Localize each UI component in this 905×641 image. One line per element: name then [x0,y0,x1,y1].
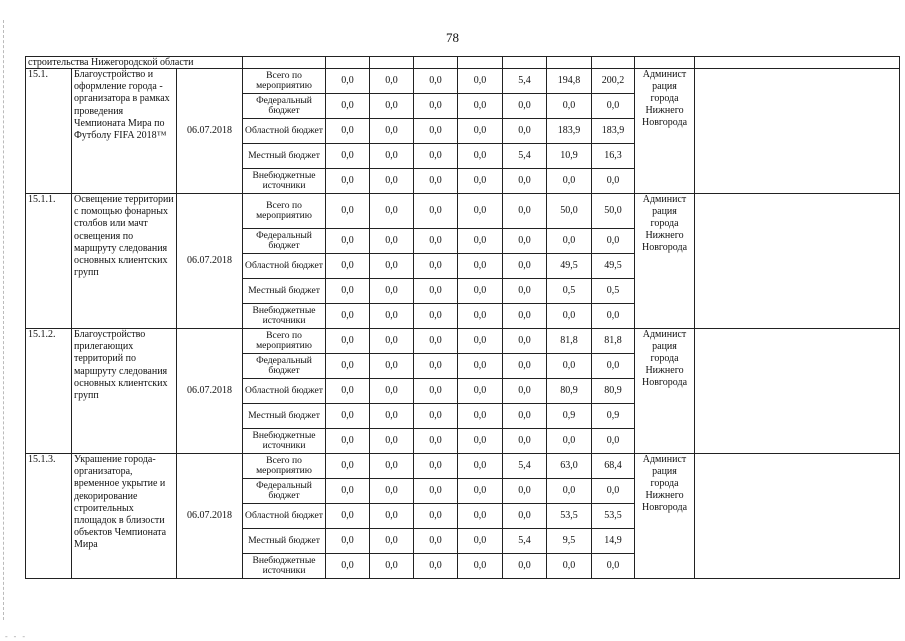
item-name: Благоустройство прилегающих территорий по маршруту следования основных клиентских групп [72,329,177,454]
amount-cell: 0,0 [458,329,503,354]
amount-cell: 0,0 [414,144,458,169]
amount-cell: 68,4 [592,454,635,479]
amount-cell: 5,4 [503,144,547,169]
amount-cell: 0,0 [458,504,503,529]
table-body [26,57,900,579]
empty-cell [370,57,414,69]
empty-cell [547,57,592,69]
amount-cell: 0,0 [458,554,503,579]
funding-source: Областной бюджет [243,119,326,144]
amount-cell: 0,0 [592,94,635,119]
amount-cell: 0,0 [458,304,503,329]
amount-cell: 80,9 [547,379,592,404]
amount-cell: 50,0 [592,194,635,229]
amount-cell: 0,0 [326,229,370,254]
amount-cell: 0,0 [458,94,503,119]
amount-cell: 0,0 [414,119,458,144]
amount-cell: 0,0 [370,169,414,194]
empty-cell [695,69,900,194]
page-number: 78 [446,30,459,45]
amount-cell: 10,9 [547,144,592,169]
amount-cell: 0,0 [503,194,547,229]
empty-cell [414,57,458,69]
amount-cell: 5,4 [503,529,547,554]
empty-cell [695,329,900,454]
amount-cell: 0,0 [326,454,370,479]
funding-source: Областной бюджет [243,504,326,529]
responsible-org: Админист рация города Нижнего Новгорода [635,454,695,579]
amount-cell: 0,0 [592,354,635,379]
funding-source: Всего по мероприятию [243,329,326,354]
amount-cell: 183,9 [547,119,592,144]
funding-source: Федеральный бюджет [243,479,326,504]
amount-cell: 0,0 [458,429,503,454]
amount-cell: 5,4 [503,454,547,479]
amount-cell: 63,0 [547,454,592,479]
amount-cell: 0,0 [458,169,503,194]
table-row [26,69,900,94]
amount-cell: 0,0 [503,354,547,379]
amount-cell: 0,0 [326,479,370,504]
amount-cell: 80,9 [592,379,635,404]
amount-cell: 0,0 [370,429,414,454]
amount-cell: 50,0 [547,194,592,229]
amount-cell: 0,0 [326,504,370,529]
amount-cell: 0,0 [414,379,458,404]
amount-cell: 0,0 [370,94,414,119]
funding-source: Федеральный бюджет [243,354,326,379]
item-name: Благоустройство и оформление города - организатора в рамках проведения Чемпионата Мира по Футболу FIFA 2018™ [72,69,177,194]
amount-cell: 0,0 [326,69,370,94]
funding-source: Местный бюджет [243,144,326,169]
funding-source: Федеральный бюджет [243,229,326,254]
amount-cell: 0,0 [326,379,370,404]
amount-cell: 0,0 [503,94,547,119]
amount-cell: 0,0 [503,304,547,329]
amount-cell: 0,0 [503,119,547,144]
funding-source: Областной бюджет [243,379,326,404]
amount-cell: 0,0 [547,554,592,579]
amount-cell: 0,0 [326,194,370,229]
amount-cell: 0,0 [414,254,458,279]
empty-cell [458,57,503,69]
amount-cell: 0,0 [414,304,458,329]
empty-cell [243,57,326,69]
amount-cell: 0,0 [503,229,547,254]
amount-cell: 0,5 [547,279,592,304]
amount-cell: 0,9 [547,404,592,429]
amount-cell: 0,0 [414,229,458,254]
amount-cell: 81,8 [547,329,592,354]
amount-cell: 0,0 [326,529,370,554]
table-row [26,454,900,479]
amount-cell: 0,0 [370,229,414,254]
amount-cell: 49,5 [592,254,635,279]
amount-cell: 0,0 [414,404,458,429]
amount-cell: 0,0 [458,144,503,169]
amount-cell: 0,0 [370,119,414,144]
amount-cell: 183,9 [592,119,635,144]
amount-cell: 0,0 [326,554,370,579]
amount-cell: 0,0 [503,379,547,404]
funding-source: Внебюджетные источники [243,554,326,579]
amount-cell: 0,0 [370,529,414,554]
amount-cell: 0,0 [326,279,370,304]
amount-cell: 0,0 [414,354,458,379]
item-date: 06.07.2018 [177,454,243,579]
amount-cell: 0,0 [547,429,592,454]
amount-cell: 0,0 [458,454,503,479]
item-number: 15.1. [26,69,72,194]
amount-cell: 81,8 [592,329,635,354]
amount-cell: 0,0 [326,404,370,429]
funding-source: Местный бюджет [243,404,326,429]
amount-cell: 0,0 [547,304,592,329]
amount-cell: 0,0 [458,529,503,554]
continuation-text: строительства Нижегородской области [26,57,243,69]
amount-cell: 0,0 [503,554,547,579]
amount-cell: 0,0 [503,429,547,454]
amount-cell: 0,0 [370,404,414,429]
funding-source: Внебюджетные источники [243,429,326,454]
amount-cell: 0,0 [503,329,547,354]
amount-cell: 0,0 [458,254,503,279]
amount-cell: 0,5 [592,279,635,304]
amount-cell: 0,0 [326,169,370,194]
amount-cell: 0,0 [326,429,370,454]
amount-cell: 0,0 [458,279,503,304]
amount-cell: 0,0 [370,144,414,169]
amount-cell: 0,0 [547,354,592,379]
amount-cell: 0,0 [592,554,635,579]
amount-cell: 0,0 [458,379,503,404]
amount-cell: 0,0 [326,94,370,119]
amount-cell: 0,0 [370,194,414,229]
empty-cell [503,57,547,69]
amount-cell: 0,0 [414,94,458,119]
amount-cell: 0,0 [503,504,547,529]
amount-cell: 0,0 [503,404,547,429]
amount-cell: 0,0 [458,119,503,144]
item-name: Освещение территории с помощью фонарных столбов или мачт освещения по маршруту следования основных клиентских групп [72,194,177,329]
item-date: 06.07.2018 [177,194,243,329]
amount-cell: 14,9 [592,529,635,554]
amount-cell: 16,3 [592,144,635,169]
amount-cell: 0,0 [414,529,458,554]
item-number: 15.1.3. [26,454,72,579]
amount-cell: 53,5 [547,504,592,529]
amount-cell: 0,0 [370,329,414,354]
item-number: 15.1.2. [26,329,72,454]
amount-cell: 0,0 [547,479,592,504]
amount-cell: 0,0 [370,254,414,279]
amount-cell: 0,0 [414,479,458,504]
amount-cell: 194,8 [547,69,592,94]
amount-cell: 0,0 [414,554,458,579]
funding-source: Всего по мероприятию [243,69,326,94]
amount-cell: 5,4 [503,69,547,94]
amount-cell: 9,5 [547,529,592,554]
empty-cell [635,57,695,69]
amount-cell: 0,0 [370,504,414,529]
amount-cell: 0,0 [503,279,547,304]
amount-cell: 200,2 [592,69,635,94]
amount-cell: 0,0 [592,229,635,254]
amount-cell: 0,0 [592,169,635,194]
amount-cell: 0,0 [326,119,370,144]
funding-source: Всего по мероприятию [243,194,326,229]
item-date: 06.07.2018 [177,69,243,194]
amount-cell: 0,0 [458,354,503,379]
table-row [26,329,900,354]
amount-cell: 0,0 [414,454,458,479]
amount-cell: 0,0 [503,169,547,194]
responsible-org: Админист рация города Нижнего Новгорода [635,329,695,454]
empty-cell [695,454,900,579]
amount-cell: 0,0 [503,479,547,504]
amount-cell: 0,0 [414,429,458,454]
amount-cell: 0,0 [370,479,414,504]
amount-cell: 0,0 [547,169,592,194]
left-margin-rule [3,20,4,620]
funding-source: Внебюджетные источники [243,304,326,329]
amount-cell: 0,0 [370,454,414,479]
amount-cell: 0,0 [414,169,458,194]
funding-source: Внебюджетные источники [243,169,326,194]
funding-source: Федеральный бюджет [243,94,326,119]
amount-cell: 0,0 [503,254,547,279]
empty-cell [695,57,900,69]
amount-cell: 0,0 [326,254,370,279]
funding-source: Местный бюджет [243,529,326,554]
amount-cell: 0,0 [414,69,458,94]
amount-cell: 0,0 [414,329,458,354]
continuation-row [26,57,900,69]
amount-cell: 0,0 [547,94,592,119]
item-name: Украшение города- организатора, временное укрытие и декорирование строительных площадок в близости объектов Чемпионата Мира [72,454,177,579]
amount-cell: 0,0 [592,429,635,454]
amount-cell: 0,0 [326,354,370,379]
amount-cell: 49,5 [547,254,592,279]
empty-cell [326,57,370,69]
item-number: 15.1.1. [26,194,72,329]
table-row [26,194,900,229]
amount-cell: 0,0 [370,69,414,94]
amount-cell: 0,0 [370,304,414,329]
amount-cell: 0,0 [370,379,414,404]
amount-cell: 53,5 [592,504,635,529]
scan-artifact: - - - [5,632,27,641]
budget-table [25,56,900,579]
funding-source: Местный бюджет [243,279,326,304]
amount-cell: 0,0 [458,404,503,429]
amount-cell: 0,0 [326,304,370,329]
amount-cell: 0,9 [592,404,635,429]
amount-cell: 0,0 [458,479,503,504]
responsible-org: Админист рация города Нижнего Новгорода [635,69,695,194]
amount-cell: 0,0 [414,504,458,529]
amount-cell: 0,0 [547,229,592,254]
amount-cell: 0,0 [458,229,503,254]
funding-source: Областной бюджет [243,254,326,279]
amount-cell: 0,0 [458,194,503,229]
amount-cell: 0,0 [592,304,635,329]
amount-cell: 0,0 [414,279,458,304]
empty-cell [695,194,900,329]
amount-cell: 0,0 [458,69,503,94]
responsible-org: Админист рация города Нижнего Новгорода [635,194,695,329]
funding-source: Всего по мероприятию [243,454,326,479]
item-date: 06.07.2018 [177,329,243,454]
empty-cell [592,57,635,69]
amount-cell: 0,0 [370,354,414,379]
amount-cell: 0,0 [370,554,414,579]
amount-cell: 0,0 [414,194,458,229]
amount-cell: 0,0 [326,144,370,169]
amount-cell: 0,0 [370,279,414,304]
amount-cell: 0,0 [326,329,370,354]
amount-cell: 0,0 [592,479,635,504]
